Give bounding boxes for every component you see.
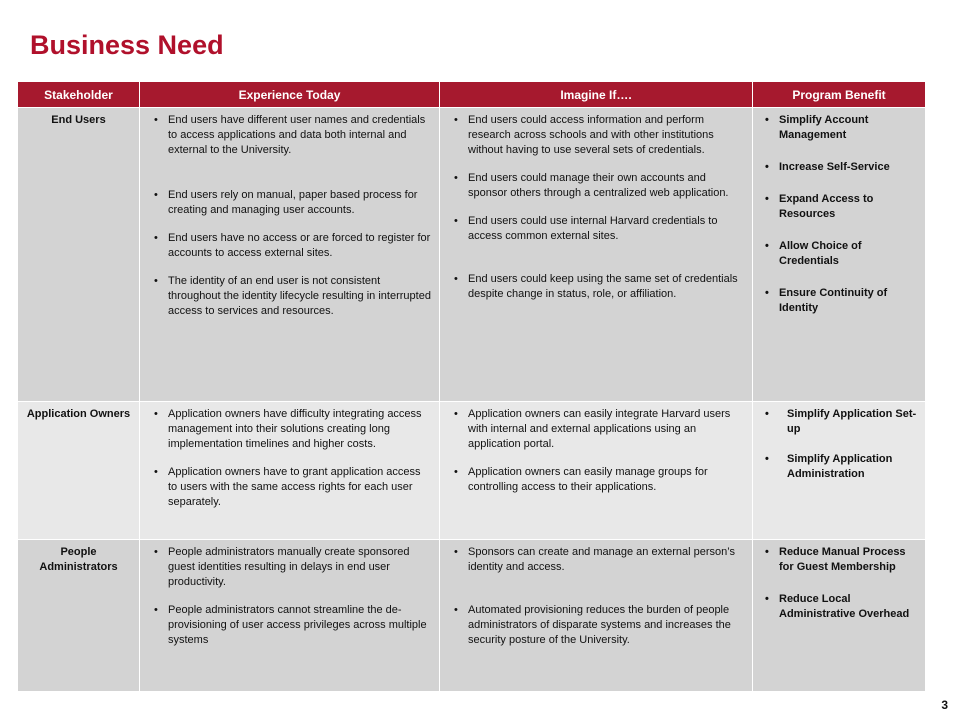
- list-item: • Application owners have to grant application access to users with the same access rights for each user separately.: [148, 465, 431, 510]
- experience-cell: [140, 108, 440, 402]
- table-row-end-users: [18, 108, 926, 402]
- list-item: • End users could access information and perform research across schools and with other institutions without having to use several sets of credentials.: [448, 113, 744, 158]
- benefit-cell: [753, 402, 926, 540]
- table-row-application-owners: [18, 402, 926, 540]
- list-item: • End users could keep using the same set of credentials despite change in status, role, or affiliation.: [448, 272, 744, 302]
- list-item: • Automated provisioning reduces the burden of people administrators of disparate systems and increases the security posture of the University.: [448, 603, 744, 648]
- list-item: • Simplify Application Set-up: [761, 407, 917, 437]
- table-row-people-administrators: [18, 540, 926, 692]
- stakeholder-cell: People Administrators: [18, 540, 140, 692]
- header-experience-today: Experience Today: [140, 82, 440, 108]
- benefit-cell: [753, 540, 926, 692]
- list-item: • Simplify Account Management: [761, 113, 917, 143]
- list-item: • People administrators manually create sponsored guest identities resulting in delays in end user productivity.: [148, 545, 431, 590]
- list-item: • Simplify Application Administration: [761, 452, 917, 482]
- imagine-cell: [440, 540, 753, 692]
- stakeholder-cell: Application Owners: [18, 402, 140, 540]
- page-number: 3: [941, 698, 948, 712]
- experience-cell: [140, 540, 440, 692]
- list-item: • Application owners can easily manage groups for controlling access to their applications.: [448, 465, 744, 495]
- list-item: • Reduce Local Administrative Overhead: [761, 592, 917, 622]
- header-stakeholder: Stakeholder: [18, 82, 140, 108]
- list-item: • Application owners can easily integrate Harvard users with internal and external applications using an application portal.: [448, 407, 744, 452]
- list-item: • Expand Access to Resources: [761, 192, 917, 222]
- header-row: [18, 82, 926, 108]
- list-item: • End users could use internal Harvard credentials to access common external sites.: [448, 214, 744, 244]
- list-item: • End users have no access or are forced to register for accounts to access external sites.: [148, 231, 431, 261]
- header-imagine-if: Imagine If….: [440, 82, 753, 108]
- list-item: • End users rely on manual, paper based process for creating and managing user accounts.: [148, 188, 431, 218]
- list-item: • Increase Self-Service: [761, 160, 917, 175]
- list-item: • Application owners have difficulty integrating access management into their solutions creating long implementation timelines and higher costs.: [148, 407, 431, 452]
- header-program-benefit: Program Benefit: [753, 82, 926, 108]
- list-item: • The identity of an end user is not consistent throughout the identity lifecycle resulting in interrupted access to services and resources.: [148, 274, 431, 319]
- experience-cell: [140, 402, 440, 540]
- imagine-cell: [440, 108, 753, 402]
- list-item: • Ensure Continuity of Identity: [761, 286, 917, 316]
- business-need-table: [17, 81, 926, 692]
- list-item: • Allow Choice of Credentials: [761, 239, 917, 269]
- imagine-cell: [440, 402, 753, 540]
- list-item: • End users could manage their own accounts and sponsor others through a centralized web application.: [448, 171, 744, 201]
- page-title: Business Need: [30, 30, 224, 60]
- list-item: • End users have different user names and credentials to access applications and data both internal and external to the University.: [148, 113, 431, 158]
- stakeholder-cell: End Users: [18, 108, 140, 402]
- list-item: • People administrators cannot streamline the de-provisioning of user access privileges across multiple systems: [148, 603, 431, 648]
- list-item: • Sponsors can create and manage an external person’s identity and access.: [448, 545, 744, 575]
- benefit-cell: [753, 108, 926, 402]
- list-item: • Reduce Manual Process for Guest Membership: [761, 545, 917, 575]
